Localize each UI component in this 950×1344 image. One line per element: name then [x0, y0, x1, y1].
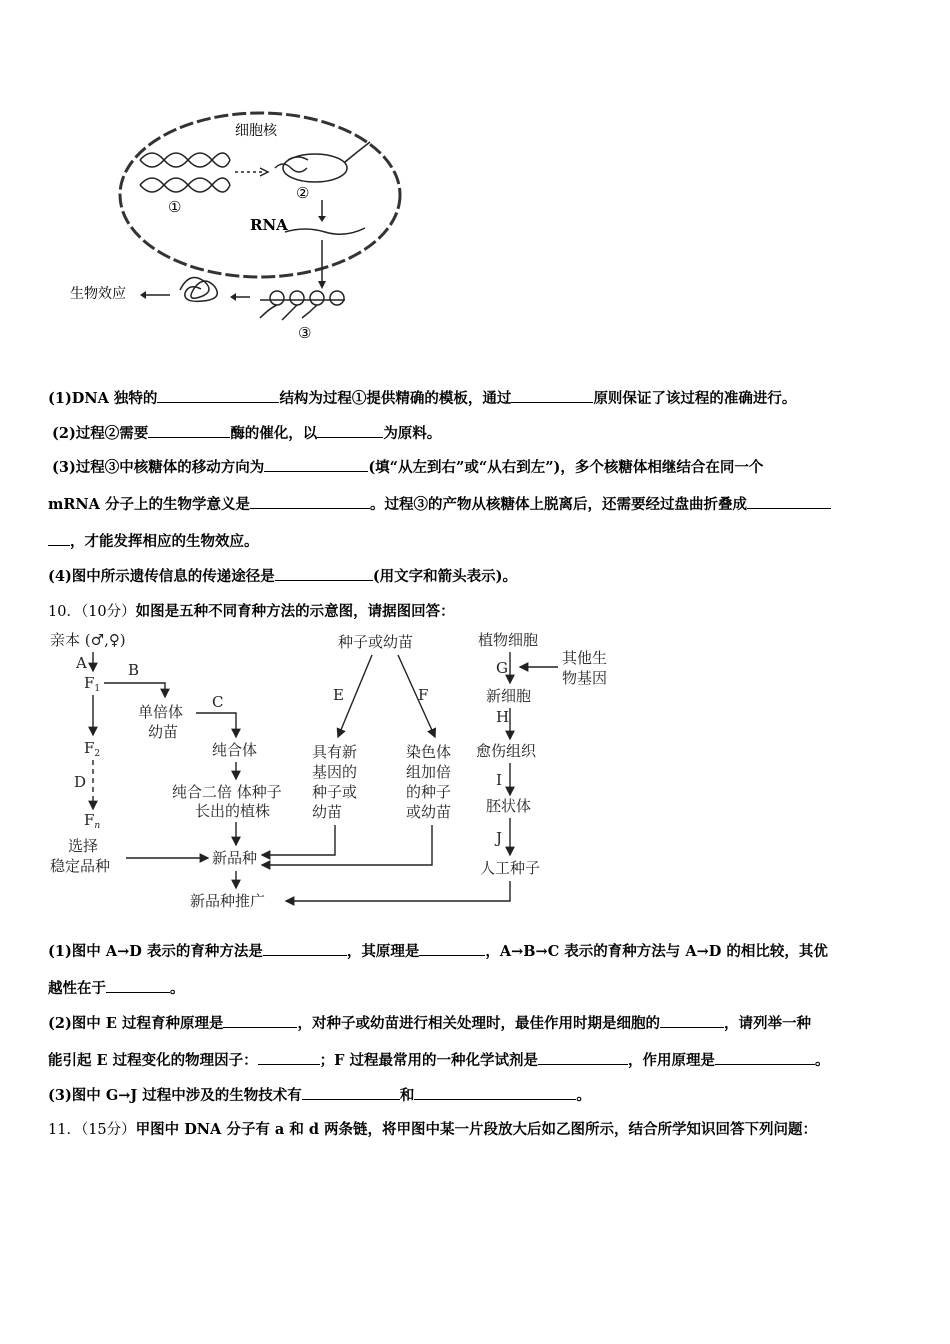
- blank-technique-2[interactable]: [414, 1085, 576, 1100]
- f1-label: $F_1$: [84, 674, 101, 694]
- step-3-label: ③: [298, 324, 312, 342]
- q9-line-3: (3)过程③中核糖体的移动方向为 (填“从左到右”或“从右到左”)，多个核糖体相继结合在同一个: [52, 459, 764, 476]
- homo-plant-label-1: 纯合二倍 体种子: [172, 783, 282, 801]
- promote-label: 新品种推广: [190, 892, 266, 910]
- label-E: E: [333, 686, 344, 704]
- blank-significance[interactable]: [250, 494, 370, 509]
- blank-chemical-reagent[interactable]: [538, 1050, 628, 1065]
- label-H: H: [496, 708, 510, 726]
- transcription-icon: [275, 142, 370, 182]
- haploid-label-1: 单倍体: [138, 703, 184, 721]
- q11-stem: 11．（15分）甲图中 DNA 分子有 a 和 d 两条链，将甲图中某一片段放大后如乙图所示，结合所学知识回答下列问题：: [48, 1121, 818, 1138]
- q9-line-5: ，才能发挥相应的生物效应。: [48, 530, 259, 551]
- gene-expression-figure: [60, 100, 420, 350]
- chrom-label-4: 或幼苗: [406, 803, 452, 821]
- blank-ad-method[interactable]: [263, 941, 347, 956]
- f2-label: $F_2$: [84, 739, 101, 759]
- nucleus-label: 细胞核: [235, 123, 277, 139]
- step-2-label: ②: [296, 184, 310, 202]
- q10-line-3: (2)图中 E 过程育种原理是 ，对种子或幼苗进行相关处理时，最佳作用时期是细胞的 ，请列举一种: [48, 1015, 811, 1032]
- select-label-2: 稳定品种: [50, 857, 111, 875]
- label-G: G: [496, 659, 508, 677]
- blank-ad-principle[interactable]: [419, 941, 485, 956]
- newgene-label-4: 幼苗: [312, 803, 343, 821]
- blank-technique-1[interactable]: [302, 1085, 400, 1100]
- fn-label: $F_n$: [84, 811, 101, 831]
- step-1-label: ①: [168, 198, 182, 216]
- blank-advantage[interactable]: [106, 978, 170, 993]
- label-B: B: [128, 661, 140, 679]
- artificial-seed-label: 人工种子: [480, 859, 541, 877]
- label-I: I: [496, 771, 502, 789]
- newgene-label-2: 基因的: [312, 763, 358, 781]
- q9-line-1: (1)DNA 独特的 结构为过程①提供精确的模板，通过 原则保证了该过程的准确进行。: [48, 390, 797, 407]
- blank-direction[interactable]: [264, 457, 368, 472]
- chrom-label-2: 组加倍: [406, 763, 452, 781]
- effect-label: 生物效应: [70, 286, 126, 302]
- homo-plant-label-2: 长出的植株: [195, 802, 271, 820]
- q9-line-4: mRNA 分子上的生物学意义是 。过程③的产物从核糖体上脱离后，还需要经过盘曲折叠成: [48, 493, 831, 514]
- blank-physical-factor[interactable]: [258, 1050, 320, 1065]
- label-F: F: [418, 686, 429, 704]
- rna-label: RNA: [250, 216, 288, 234]
- q10-line-4: 能引起 E 过程变化的物理因子： ；F 过程最常用的一种化学试剂是 ，作用原理是 。: [48, 1052, 830, 1069]
- blank-structure-cont[interactable]: [48, 531, 70, 546]
- q10-line-2: 越性在于 。: [48, 980, 185, 997]
- new-variety-label: 新品种: [212, 849, 258, 867]
- newgene-label-1: 具有新: [312, 743, 358, 761]
- blank-structure[interactable]: [747, 494, 831, 509]
- q10-stem: 10．（10分）如图是五种不同育种方法的示意图，请据图回答：: [48, 603, 455, 620]
- blank-dna-structure[interactable]: [157, 388, 279, 403]
- blank-mechanism[interactable]: [715, 1050, 815, 1065]
- dna-double-helix-icon: [140, 153, 268, 192]
- label-D: D: [74, 773, 87, 791]
- haploid-label-2: 幼苗: [148, 723, 179, 741]
- blank-cell-phase[interactable]: [660, 1013, 724, 1028]
- translation-ribosomes-icon: [260, 291, 345, 320]
- parent-label: 亲本 (♂,♀): [50, 631, 126, 649]
- seed-label: 种子或幼苗: [338, 633, 414, 651]
- other-gene-label-1: 其他生: [562, 649, 608, 667]
- q9-line-6: (4)图中所示遗传信息的传递途径是 (用文字和箭头表示)。: [48, 568, 518, 585]
- blank-info-path[interactable]: [275, 566, 373, 581]
- folded-protein-icon: [180, 278, 217, 302]
- chrom-label-1: 染色体: [406, 743, 452, 761]
- select-label-1: 选择: [68, 837, 99, 855]
- homozygote-label: 纯合体: [212, 741, 258, 759]
- blank-enzyme[interactable]: [148, 423, 230, 438]
- label-A: A: [76, 654, 87, 672]
- breeding-flowchart: [40, 625, 640, 915]
- other-gene-label-2: 物基因: [562, 669, 608, 687]
- label-J: J: [496, 829, 503, 847]
- new-cell-label: 新细胞: [486, 687, 532, 705]
- blank-base-pairing[interactable]: [511, 388, 593, 403]
- q9-line-2: (2)过程②需要 酶的催化，以 为原料。: [52, 425, 442, 442]
- callus-label: 愈伤组织: [476, 742, 537, 760]
- newgene-label-3: 种子或: [312, 783, 358, 801]
- plant-cell-label: 植物细胞: [478, 631, 539, 649]
- rna-strand: [285, 228, 365, 234]
- embryoid-label: 胚状体: [486, 797, 532, 815]
- blank-raw-material[interactable]: [317, 423, 383, 438]
- q10-line-5: (3)图中 G→J 过程中涉及的生物技术有 和 。: [48, 1087, 591, 1104]
- blank-e-principle[interactable]: [223, 1013, 297, 1028]
- chrom-label-3: 的种子: [406, 783, 452, 801]
- label-C: C: [212, 693, 224, 711]
- q10-line-1: (1)图中 A→D 表示的育种方法是 ，其原理是 ，A→B→C 表示的育种方法与 A→D 的相比较，其优: [48, 943, 828, 960]
